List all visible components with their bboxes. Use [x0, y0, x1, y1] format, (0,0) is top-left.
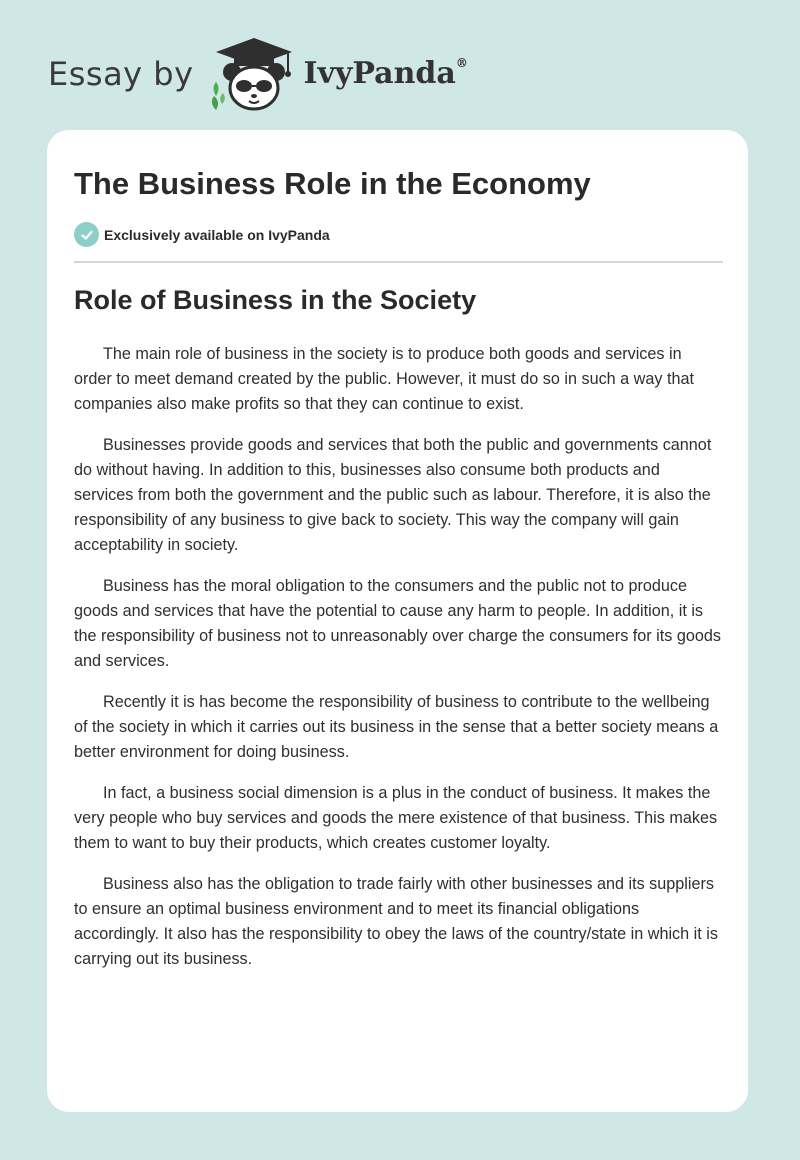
exclusive-badge [74, 222, 330, 247]
paragraph: Business has the moral obligation to the consumers and the public not to produce goods and services that have the potential to cause any harm to people. In addition, it is the responsibility of business not to unreasonably over charge the consumers for its goods and services. [74, 577, 721, 670]
paragraph: Business also has the obligation to trade fairly with other businesses and its suppliers to ensure an optimal business environment and to meet its financial obligations accordingly. It also has the responsibility to obey the laws of the country/state in which it is carrying out its business. [74, 875, 718, 968]
article-body [74, 342, 723, 988]
panda-logo-icon[interactable] [208, 36, 300, 112]
essay-card [47, 130, 748, 1112]
paragraph: Businesses provide goods and services that both the public and governments cannot do without having. In addition to this, businesses also consume both products and services from both the government and the public such as labour. Therefore, it is also the responsibility of any business to give back to society. This way the company will gain acceptability in society. [74, 436, 712, 554]
site-header [48, 34, 468, 114]
badge-label: Exclusively available on IvyPanda [104, 226, 330, 243]
essay-by-label: Essay by [48, 55, 194, 93]
paragraph: Recently it is has become the responsibility of business to contribute to the wellbeing of the society in which it carries out its business in the sense that a better society means a better environment for doing business. [74, 693, 719, 761]
page-title: The Business Role in the Economy [74, 166, 591, 201]
brand-name-text: IvyPanda [303, 56, 456, 91]
registered-mark: ® [455, 56, 468, 70]
section-heading: Role of Business in the Society [74, 285, 477, 315]
paragraph: The main role of business in the society is to produce both goods and services in order to meet demand created by the public. However, it must do so in such a way that companies also make profits so that they can continue to exist. [74, 345, 694, 413]
check-circle-icon [74, 222, 99, 247]
divider [74, 261, 723, 263]
paragraph: In fact, a business social dimension is a plus in the conduct of business. It makes the very people who buy services and goods the mere existence of that business. This makes them to want to buy their products, which creates customer loyalty. [74, 784, 718, 852]
brand-name[interactable] [303, 56, 468, 91]
